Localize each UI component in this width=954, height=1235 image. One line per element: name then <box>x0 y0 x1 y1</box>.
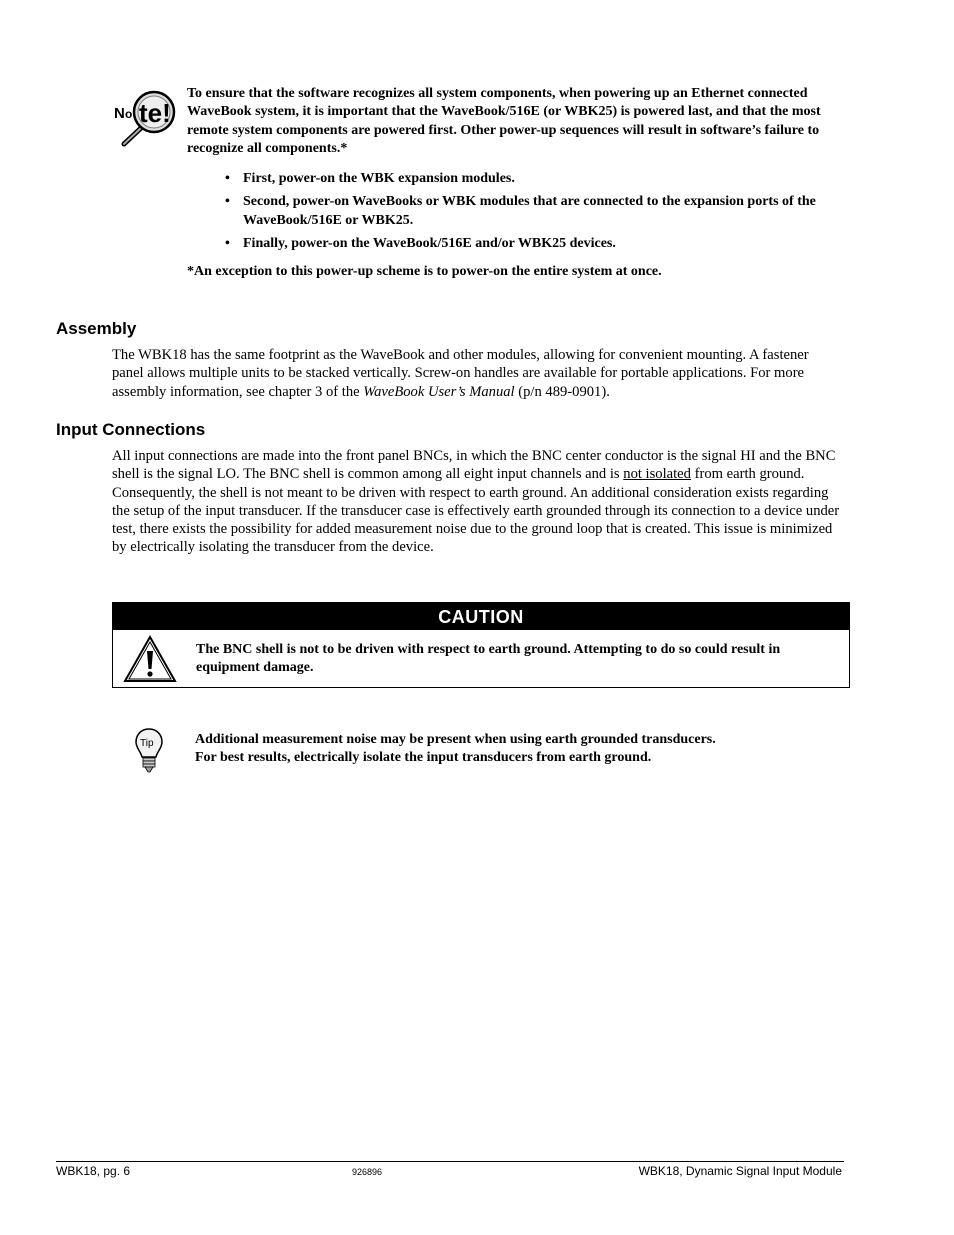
footer-doc-number: 926896 <box>352 1167 383 1177</box>
assembly-heading: Assembly <box>56 319 137 338</box>
svg-text:o: o <box>125 107 133 121</box>
tip-lightbulb-icon <box>134 727 164 773</box>
input-connections-heading: Input Connections <box>56 420 206 439</box>
list-item: • Second, power-on WaveBooks or WBK modules that are connected to the expansion ports of the WaveBook/516E or WBK25. <box>225 194 816 228</box>
list-item: • Finally, power-on the WaveBook/516E and/or WBK25 devices. <box>225 235 616 251</box>
assembly-paragraph: The WBK18 has the same footprint as the WaveBook and other modules, allowing for convenient mounting. A fastener panel allows multiple units to be stacked vertically. Screw-on handles are available for portable applications. For more assembly information, see chapter 3 of the WaveBook User’s Manual (p/n 489-0901). <box>112 347 809 400</box>
input-connections-paragraph: All input connections are made into the front panel BNCs, in which the BNC center conductor is the signal HI and the BNC shell is the signal LO. The BNC shell is common among all eight input channels and is not isolated from earth ground. Consequently, the shell is not meant to be driven with respect to earth ground. An additional consideration exists regarding the setup of the input transducer. If the transducer case is effectively earth grounded through its connection to a device under test, there exists the possibility for added measurement noise due to the ground loop that is created. This issue is minimized by electrically isolating the transducer from the device. <box>112 448 840 556</box>
note-magnifier-icon <box>114 86 180 148</box>
footer-page-number: WBK18, pg. 6 <box>56 1164 131 1178</box>
power-up-sequence-list <box>225 170 825 258</box>
svg-text:Tip: Tip <box>140 738 154 749</box>
exception-note: *An exception to this power-up scheme is to power-on the entire system at once. <box>187 264 662 279</box>
note-text: To ensure that the software recognizes all system components, when powering up an Ethernet connected WaveBook system, it is important that the WaveBook/516E (or WBK25) is powered last, and that the most remote system components are powered first. Other power-up sequences will result in software’s failure to recognize all components.* <box>187 86 821 156</box>
not-isolated-emphasis: not isolated <box>623 466 691 483</box>
svg-text:N: N <box>114 105 125 122</box>
caution-box <box>112 602 850 688</box>
svg-text:te!: te! <box>139 98 171 128</box>
warning-triangle-icon <box>123 635 177 683</box>
footer-title: WBK18, Dynamic Signal Input Module <box>638 1164 842 1178</box>
caution-text: The BNC shell is not to be driven with respect to earth ground. Attempting to do so could result in equipment damage. <box>196 642 781 676</box>
list-item: • First, power-on the WBK expansion modules. <box>225 171 515 186</box>
tip-text: Additional measurement noise may be present when using earth grounded transducers. For best results, electrically isolate the input transducers from earth ground. <box>195 732 716 766</box>
footer-divider <box>56 1161 844 1162</box>
manual-title: WaveBook User’s Manual <box>363 383 515 400</box>
caution-title: CAUTION <box>113 603 849 630</box>
